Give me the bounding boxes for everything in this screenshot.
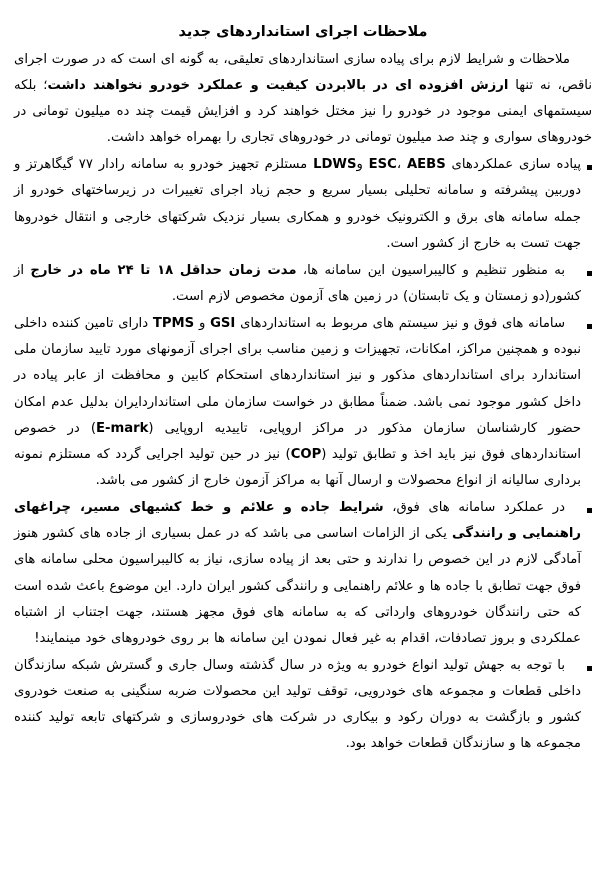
bullet-plain-8: ) نیز در حین تولید اجرایی گردد که مستلزم نمونه برداری سالیانه از انواع محصولات و ارسال آنها به مراکز آزمون خارج از کشور می باشد. <box>14 446 581 488</box>
bullet-emphasis-5: E-mark <box>95 420 149 436</box>
bullet-plain-0: به منظور تنظیم و کالیبراسیون این سامانه ها، <box>296 262 565 278</box>
bullet-emphasis-1: شرایط جاده و علائم و خط کشیهای مسیر، چراغهای راهنمایی و رانندگی <box>14 500 581 542</box>
bullet-plain-6: ) در خصوص استانداردهای فوق نیز باید اخذ و تطابق تولید ( <box>14 420 581 462</box>
bullet-plain-6: مستلزم تجهیز خودرو به سامانه رادار ۷۷ گیگاهرتز و دوربین پیشرفته و سامانه تحلیلی بسیار سریع و حجم زیاد اجرای تغییرات در زیرساختهای خودرو از جمله سامانه های برق و الکترونیک خودرو و همکاری بسیار نزدیک شرکتهای خارجی و انتقال خودروها جهت تست به خارج از کشور است. <box>14 157 581 251</box>
bullet-square-icon <box>587 653 592 673</box>
bullet-text <box>14 258 581 310</box>
bullet-plain-4: دارای تامین کننده داخلی نبوده و همچنین مراکز، امکانات، تجهیزات و زمین مناسب برای اجرای آزمونهای مورد تایید سازمان ملی استاندارد برای استانداردهای مذکور و نیز استانداردهای استحکام کابین و محافظت از عابر پیاده در داخل کشور موجود نمی باشد. ضمناً مطابق در خواست سازمان ملی استانداردایران بدلیل عدم امکان حضور کارشناسان سازمان مذکور در مراکز اروپایی، تاییدیه اروپایی ( <box>14 316 581 436</box>
bullet-square-icon <box>587 311 592 331</box>
bullet-emphasis-1: GSI <box>210 316 236 332</box>
bullet-plain-0: پیاده سازی عملکردهای <box>445 157 582 173</box>
bullet-road-conditions <box>14 495 592 652</box>
bullet-emphasis-3: TPMS <box>152 316 195 332</box>
bullet-square-icon <box>587 152 592 172</box>
bullet-plain-0: در عملکرد سامانه های فوق، <box>383 500 566 516</box>
bullet-plain-2: و <box>194 316 211 332</box>
intro-paragraph <box>14 47 592 152</box>
intro-segment-1: ملاحظات و شرایط لازم برای پیاده سازی استانداردهای تعلیقی، به گونه ای است که در صورت اجرای ناقص، نه تنها <box>14 51 592 93</box>
page-title: ملاحظات اجرای استانداردهای جدید <box>178 24 428 40</box>
bullet-production-impact <box>14 653 592 758</box>
bullet-text <box>14 495 581 652</box>
intro-segment-3: ؛ بلکه سیستمهای ایمنی موجود در خودرو را نیز مختل خواهند کرد و افزایش قیمت چند ده میلیون تومانی در خودروهای سواری و چند صد میلیون تومانی در خودروهای تجاری را بهمراه خواهد داشت. <box>14 77 592 146</box>
bullet-emphasis-5: LDWS <box>313 157 357 173</box>
bullet-square-icon <box>587 495 592 515</box>
bullet-calibration-time <box>14 258 592 310</box>
bullet-tpms-gsi-supplier <box>14 311 592 494</box>
bullet-text <box>14 653 581 758</box>
bullet-plain-0: سامانه های فوق و نیز سیستم های مربوط به استانداردهای <box>235 316 565 332</box>
bullet-plain-2: یکی از الزامات اساسی می باشد که در عمل بسیاری از جاده های کشور هنوز آمادگی لازم در این خصوص را ندارند و حتی بعد از پیاده سازی، نیاز به کالیبراسیون محلی سامانه های فوق جهت تطابق با جاده ها و علائم راهنمایی و رانندگی کشور ایران دارد. این موضوع باعث شده است که حتی رانندگان خودروهای وارداتی که به سامانه های فوق مجهز هستند، جهت اجتناب از اشتباه عملکردی و بروز تصادفات، اقدام به غیر فعال نمودن این سامانه ها بر روی خودروهای خود مینمایند! <box>14 526 581 646</box>
bullet-emphasis-1: ESC <box>368 157 397 173</box>
bullet-plain-0: با توجه به جهش تولید انواع خودرو به ویژه در سال گذشته وسال جاری و گسترش شبکه سازندگان داخلی قطعات و مجموعه های خودرویی، توقف تولید این محصولات ضربه سنگینی به صنعت خودروی کشور و بازگشت به دوران رکود و بیکاری در شرکت های خودروسازی و شرکتهای تابعه تولید کننده مجموعه ها و سازندگان قطعات خواهد بود. <box>14 657 581 752</box>
bullet-plain-2: ، <box>396 157 407 173</box>
bullet-emphasis-7: COP <box>290 446 322 462</box>
bullet-systems-implementation <box>14 152 592 257</box>
bullet-plain-2: از کشور(دو زمستان و یک تابستان) در زمین های آزمون مخصوص لازم است. <box>14 262 581 305</box>
intro-segment-bold: ارزش افزوده ای در بالابردن کیفیت و عملکرد خودرو نخواهند داشت <box>47 77 509 93</box>
bullet-square-icon <box>587 258 592 278</box>
bullet-plain-4: و <box>356 157 369 173</box>
bullet-emphasis-3: AEBS <box>406 157 446 173</box>
bullet-text <box>14 311 581 494</box>
bullet-text <box>14 152 581 257</box>
bullet-emphasis-1: مدت زمان حداقل ۱۸ تا ۲۴ ماه در خارج <box>30 262 297 278</box>
bullet-list <box>14 152 592 757</box>
